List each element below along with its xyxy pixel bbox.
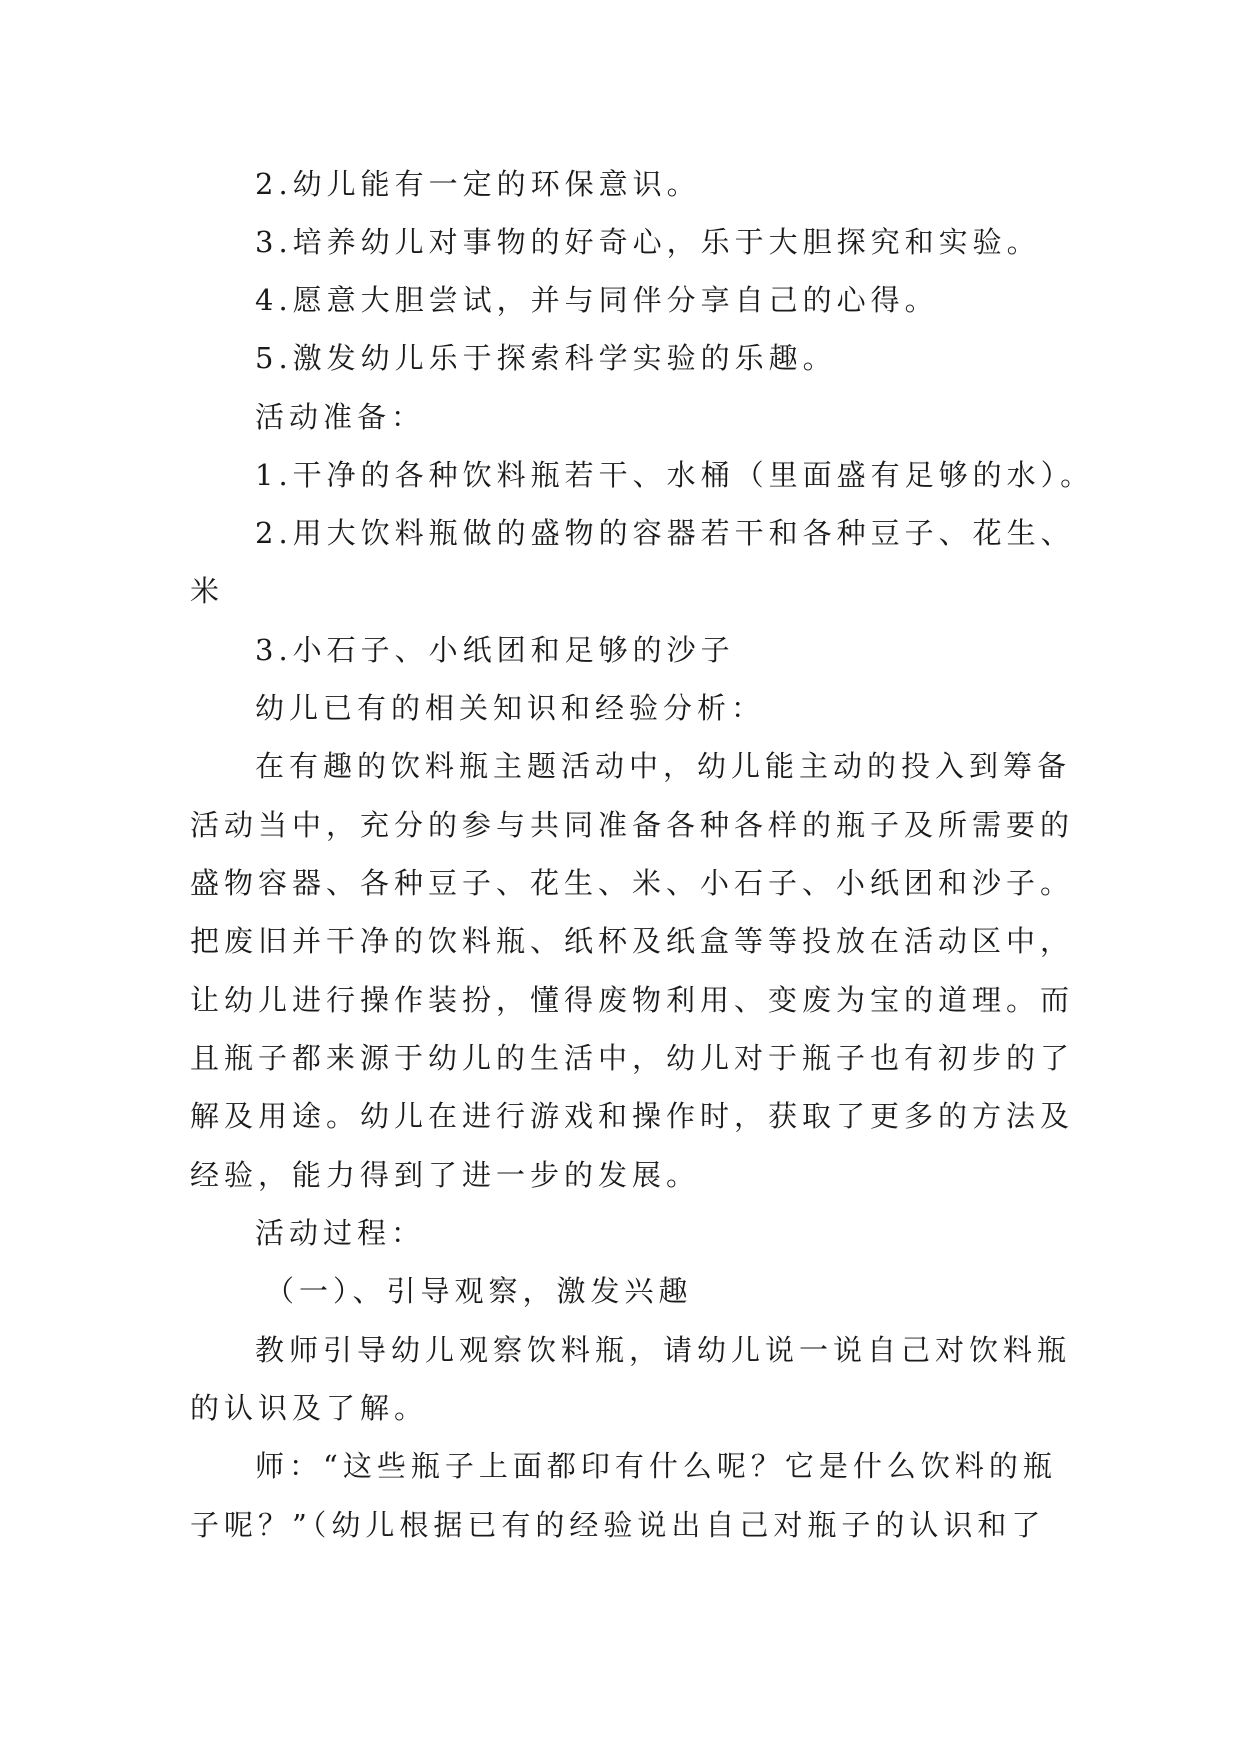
goal-3: 3.培养幼儿对事物的好奇心，乐于大胆探究和实验。	[255, 225, 1041, 259]
analysis-paragraph-line: 且瓶子都来源于幼儿的生活中，幼儿对于瓶子也有初步的了	[190, 1041, 1075, 1075]
analysis-paragraph-line: 解及用途。幼儿在进行游戏和操作时，获取了更多的方法及	[190, 1099, 1075, 1133]
section-heading-analysis: 幼儿已有的相关知识和经验分析：	[255, 691, 766, 725]
goal-5: 5.激发幼儿乐于探索科学实验的乐趣。	[255, 341, 837, 375]
preparation-3: 3.小石子、小纸团和足够的沙子	[255, 633, 735, 667]
preparation-1: 1.干净的各种饮料瓶若干、水桶（里面盛有足够的水）。	[255, 458, 1095, 492]
analysis-paragraph-line: 盛物容器、各种豆子、花生、米、小石子、小纸团和沙子。	[190, 866, 1075, 900]
process-step-1-heading: （一）、引导观察，激发兴趣	[265, 1274, 693, 1308]
teacher-quote-line: 子呢？”（幼儿根据已有的经验说出自己对瓶子的认识和了	[190, 1508, 1046, 1542]
preparation-2: 2.用大饮料瓶做的盛物的容器若干和各种豆子、花生、	[255, 516, 1075, 550]
section-heading-process: 活动过程：	[255, 1216, 426, 1250]
process-paragraph-line: 教师引导幼儿观察饮料瓶，请幼儿说一说自己对饮料瓶	[255, 1333, 1072, 1367]
process-paragraph-line: 的认识及了解。	[190, 1391, 429, 1425]
analysis-paragraph-line: 在有趣的饮料瓶主题活动中，幼儿能主动的投入到筹备	[255, 749, 1072, 783]
analysis-paragraph-line: 把废旧并干净的饮料瓶、纸杯及纸盒等等投放在活动区中，	[190, 924, 1075, 958]
goal-4: 4.愿意大胆尝试，并与同伴分享自己的心得。	[255, 283, 939, 317]
section-heading-preparation: 活动准备：	[255, 400, 426, 434]
analysis-paragraph-line: 经验，能力得到了进一步的发展。	[190, 1158, 701, 1192]
analysis-paragraph-line: 活动当中，充分的参与共同准备各种各样的瓶子及所需要的	[190, 808, 1075, 842]
goal-2: 2.幼儿能有一定的环保意识。	[255, 167, 701, 201]
teacher-quote-line: 师：“这些瓶子上面都印有什么呢？它是什么饮料的瓶	[255, 1449, 1057, 1483]
analysis-paragraph-line: 让幼儿进行操作装扮，懂得废物利用、变废为宝的道理。而	[190, 983, 1075, 1017]
preparation-2-continued: 米	[190, 574, 225, 608]
